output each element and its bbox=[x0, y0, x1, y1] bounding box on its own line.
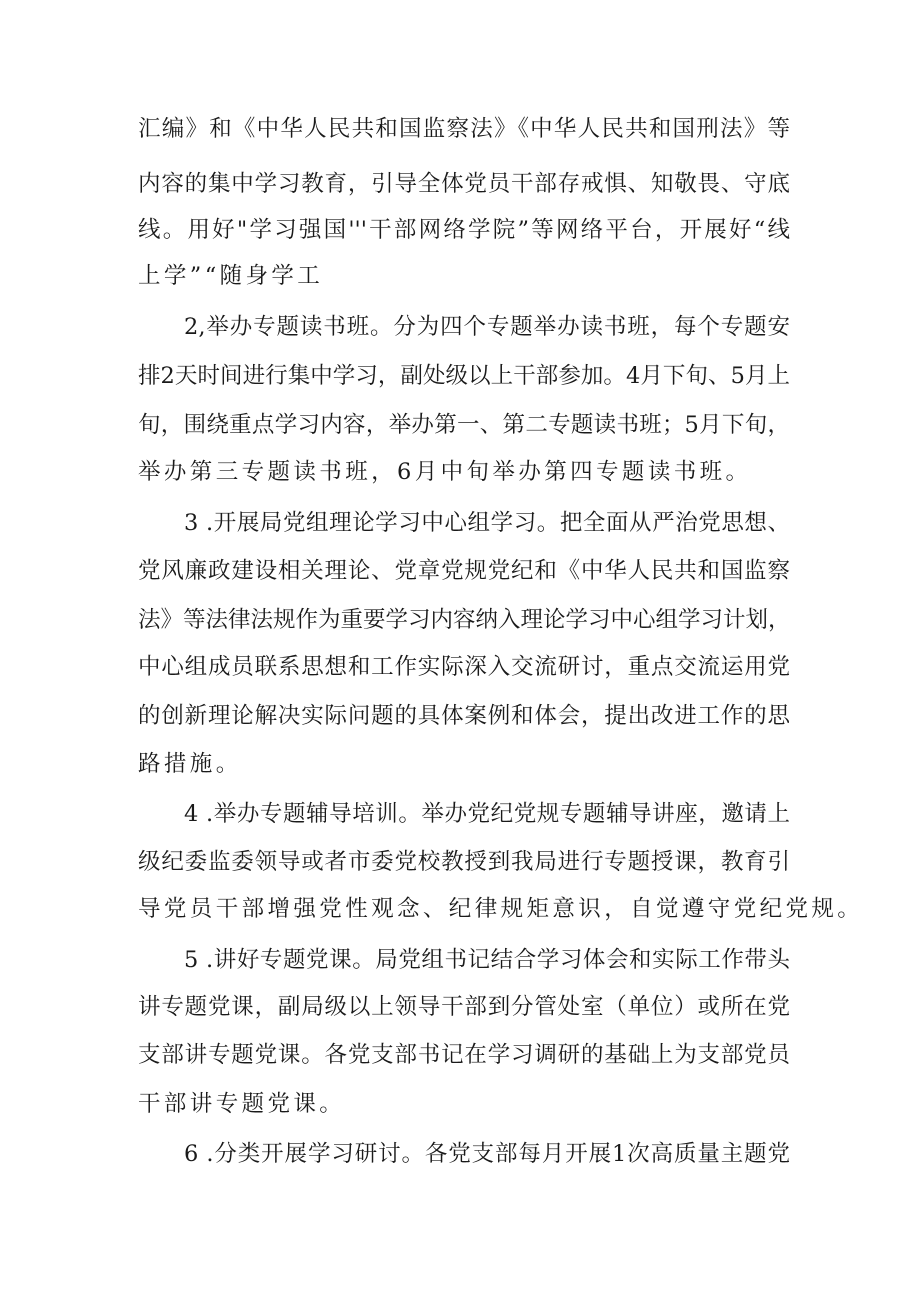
text-line: 支部讲专题党课。各党支部书记在学习调研的基础上为支部党员 bbox=[138, 1042, 790, 1068]
text-line: 线。用好"学习强国'''干部网络学院”等网络平台，开展好“线 bbox=[138, 217, 790, 243]
text-line: 中心组成员联系思想和工作实际深入交流研讨，重点交流运用党 bbox=[138, 654, 790, 680]
text-line: 举办第三专题读书班，6月中旬举办第四专题读书班。 bbox=[138, 459, 752, 485]
text-line: 路措施。 bbox=[138, 751, 242, 777]
text-line: 3 .开展局党组理论学习中心组学习。把全面从严治党思想、 bbox=[184, 510, 790, 536]
text-line: 的创新理论解决实际问题的具体案例和体会，提出改进工作的思 bbox=[138, 703, 790, 729]
text-line: 旬，围绕重点学习内容，举办第一、第二专题读书班；5月下旬， bbox=[138, 412, 790, 438]
text-line: 5 .讲好专题党课。局党组书记结合学习体会和实际工作带头 bbox=[184, 947, 790, 973]
text-line: 2,举办专题读书班。分为四个专题举办读书班，每个专题安 bbox=[184, 314, 790, 340]
text-line: 导党员干部增强党性观念、纪律规矩意识，自觉遵守党纪党规。 bbox=[138, 896, 864, 922]
text-line: 4 .举办专题辅导培训。举办党纪党规专题辅导讲座，邀请上 bbox=[184, 801, 790, 827]
text-line: 干部讲专题党课。 bbox=[138, 1091, 346, 1117]
text-line: 级纪委监委领导或者市委党校教授到我局进行专题授课，教育引 bbox=[138, 849, 790, 875]
text-line: 6 .分类开展学习研讨。各党支部每月开展1次高质量主题党 bbox=[184, 1141, 790, 1167]
text-line: 内容的集中学习教育，引导全体党员干部存戒惧、知敬畏、守底 bbox=[138, 171, 790, 197]
text-line: 法》等法律法规作为重要学习内容纳入理论学习中心组学习计划， bbox=[138, 607, 791, 633]
text-line: 汇编》和《中华人民共和国监察法》《中华人民共和国刑法》等 bbox=[138, 116, 790, 142]
text-line: 党风廉政建设相关理论、党章党规党纪和《中华人民共和国监察 bbox=[138, 558, 790, 584]
text-line: 上学”“随身学工 bbox=[138, 263, 324, 289]
text-line: 排2天时间进行集中学习，副处级以上干部参加。4月下旬、5月上 bbox=[138, 363, 790, 389]
text-line: 讲专题党课，副局级以上领导干部到分管处室（单位）或所在党 bbox=[138, 994, 790, 1020]
